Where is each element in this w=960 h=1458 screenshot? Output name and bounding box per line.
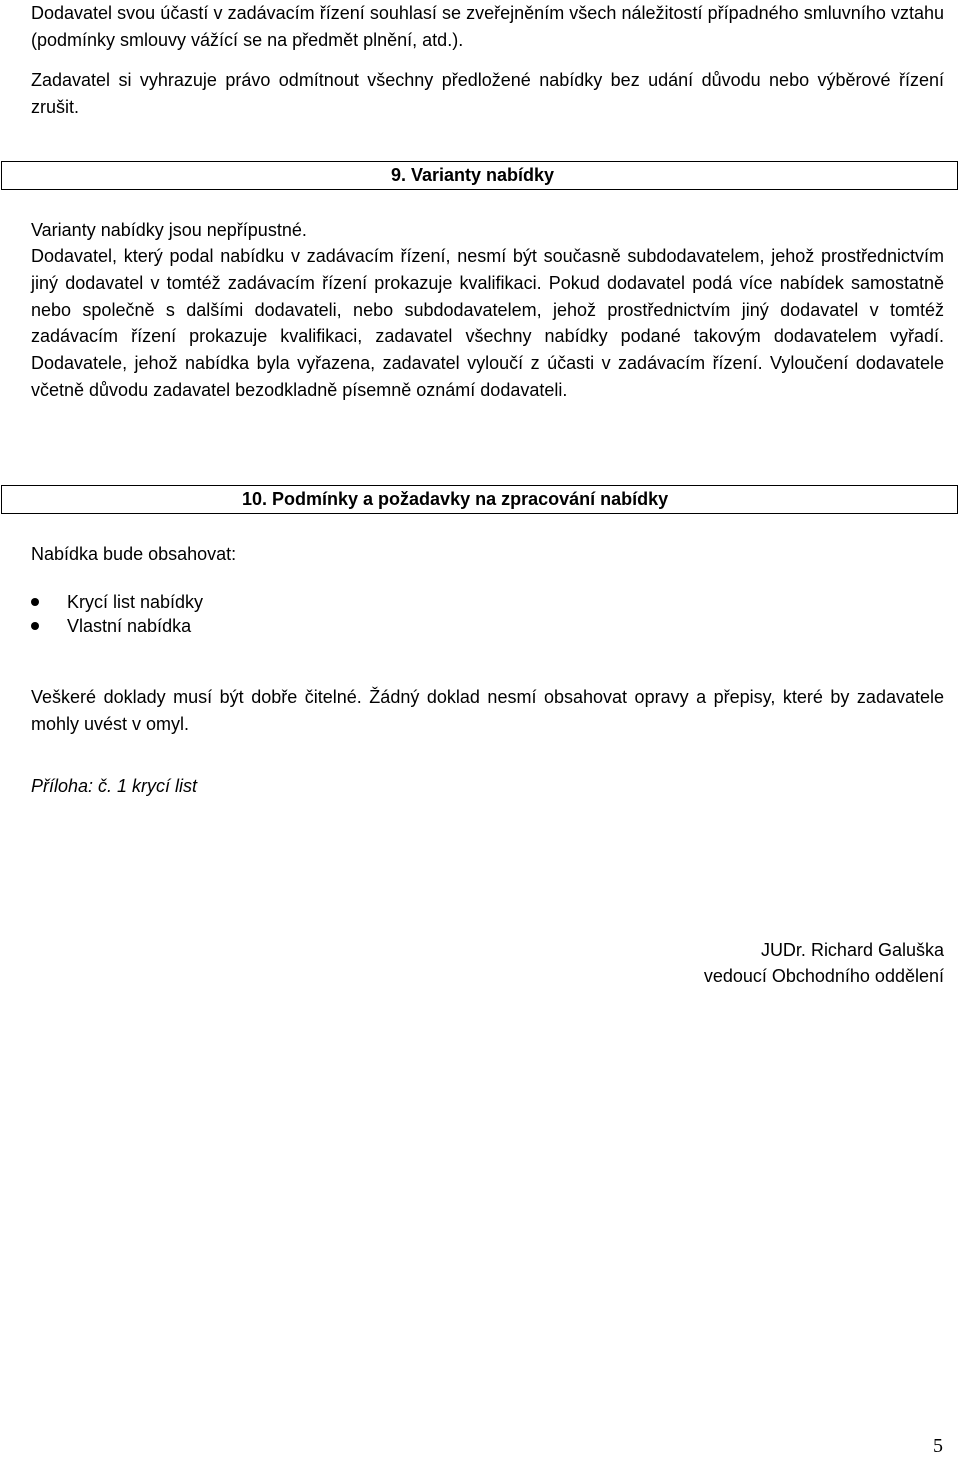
- page-number: 5: [933, 1435, 943, 1457]
- bullet-icon: [31, 622, 39, 630]
- attachment-note: Příloha: č. 1 krycí list: [31, 776, 198, 796]
- list-item-text: Vlastní nabídka: [67, 616, 192, 636]
- signature-name: JUDr. Richard Galuška: [760, 940, 944, 960]
- section-9-title: 9. Varianty nabídky: [391, 165, 555, 185]
- section-10-intro: Nabídka bude obsahovat:: [31, 544, 237, 564]
- section-10-header: [1, 485, 958, 514]
- section-10-title: 10. Podmínky a požadavky na zpracování nabídky: [242, 489, 669, 509]
- section-9-subcontractor-paragraph: Dodavatel, který podal nabídku v zadávacím řízení, nesmí být současně subdodavatelem, jehož prostřednictvím jiný dodavatel v tomtéž zadávacím řízení prokazuje kvalifikaci. Pokud dodavatel podá více nabídek samostatně nebo společně s dalšími dodavateli, nebo subdodavatelem, jehož prostřednictvím jiný dodavatel v tomtéž zadávacím řízení prokazuje kvalifikaci, zadavatel všechny nabídky podané takovým dodavatelem vyřadí. Dodavatele, jehož nabídka byla vyřazena, zadavatel vyloučí z účasti v zadávacím řízení. Vyloučení dodavatele včetně důvodu zadavatel bezodkladně písemně oznámí dodavateli.: [31, 246, 944, 400]
- signature-role: vedoucí Obchodního oddělení: [703, 966, 944, 986]
- bullet-icon: [31, 598, 39, 606]
- section-10-documents-paragraph: Veškeré doklady musí být dobře čitelné. Žádný doklad nesmí obsahovat opravy a přepisy, které by zadavatele mohly uvést v omyl.: [31, 687, 944, 734]
- intro-paragraph-consent: Dodavatel svou účastí v zadávacím řízení souhlasí se zveřejněním všech náležitostí případného smluvního vztahu (podmínky smlouvy vážící se na předmět plnění, atd.).: [31, 3, 944, 50]
- section-9-variants-statement: Varianty nabídky jsou nepřípustné.: [31, 220, 307, 240]
- list-item-text: Krycí list nabídky: [67, 592, 204, 612]
- intro-paragraph-rights: Zadavatel si vyhrazuje právo odmítnout všechny předložené nabídky bez udání důvodu nebo výběrové řízení zrušit.: [31, 70, 944, 117]
- section-9-header: [1, 161, 958, 190]
